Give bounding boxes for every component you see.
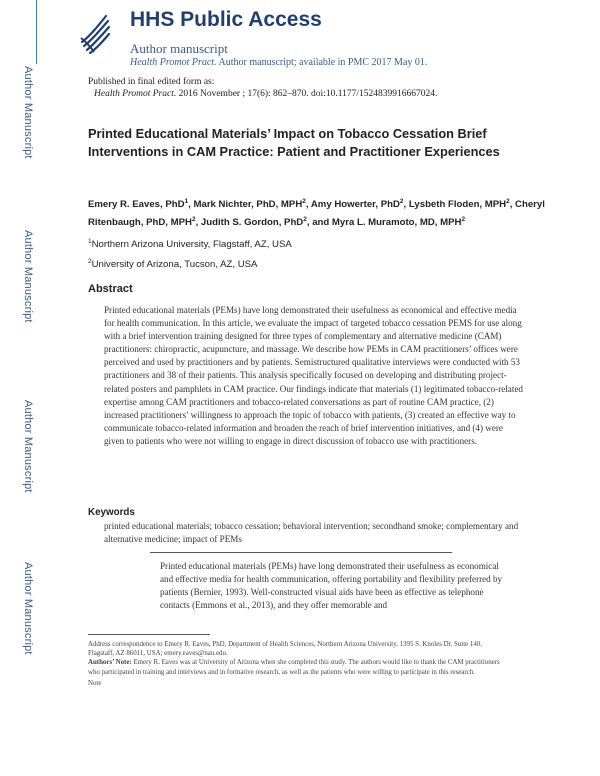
section-divider [150, 552, 452, 553]
affiliation: $^1$Northern Arizona University, Flagstaff, AZ, USA [88, 238, 292, 251]
article-title: Printed Educational Materials’ Impact on Tobacco Cessation Brief Interventions in CAM Practice: Patient and Practitioner Experiences [88, 126, 500, 159]
abstract-text: Printed educational materials (PEMs) have long demonstrated their usefulness as economical and effective media for health communication. In this article, we evaluate the impact of targeted tobacco cessation PEMS for use along with a brief intervention training designed for three types of complementary and alternative medicine (CAM) practitioners: chiropractic, acupuncture, and massage. We describe how PEMs in CAM practitioners’ offices were perceived and used by practitioners and by patients. Semistructured qualitative interviews were conducted with 53 practitioners and 38 of their patients. This analysis specifically focused on developing and distributing project-related posters and pamphlets in CAM practice. Our findings indicate that materials (1) legitimated tobacco-related expertise among CAM practitioners and tobacco-related conversations as part of routine CAM practice, (2) increased practitioners’ willingness to approach the topic of tobacco with patients, (3) created an effective way to communicate tobacco-related information and broaden the reach of brief intervention initiatives, and (4) were given to patients who were not willing to engage in direct discussion of tobacco use with practitioners. [104, 305, 523, 446]
abstract-heading: Abstract [88, 283, 133, 295]
author: Mark Nichter, PhD, MPH$^2$ [193, 198, 306, 211]
author-manuscript-side-label: Author Manuscript [22, 230, 34, 323]
body-paragraph: Printed educational materials (PEMs) have long demonstrated their usefulness as economical and effective media for health communication, offering portability and flexibility preferred by patients (Bernier, 1993). Well-constructed visual aids have been as effective as telephone contacts (Emmons et al., 2013), and they offer memorable and [160, 561, 503, 611]
publication-info [88, 76, 437, 100]
header-citation-availability: Author manuscript; available in PMC 2017 May 01. [218, 57, 428, 68]
author-manuscript-side-label: Author Manuscript [22, 562, 34, 655]
author-list: Emery R. Eaves, PhD$^1$, Mark Nichter, PhD, MPH$^2$, Amy Howerter, PhD$^2$, Lysbeth Floden, MPH$^2$, Cheryl Ritenbaugh, PhD, MPH$^2$, Judith S. Gordon, PhD$^2$, and Myra L. Muramoto, MD, MPH$^2$ [88, 198, 545, 229]
publication-journal: Health Promot Pract. [94, 89, 177, 99]
header-citation [130, 57, 427, 68]
hhs-eagle-logo-icon [78, 12, 112, 56]
author: Cheryl Ritenbaugh, PhD, MPH$^2$ [88, 199, 545, 229]
publication-details: 2016 November ; 17(6): 862–870. doi:10.1177/1524839916667024. [178, 89, 438, 99]
keywords-text: printed educational materials; tobacco cessation; behavioral intervention; secondhand smoke; complementary and alternative medicine; impact of PEMs [104, 521, 519, 544]
header-citation-journal: Health Promot Pract. [130, 57, 217, 68]
footnote-divider [88, 634, 210, 635]
author-manuscript-side-label: Author Manuscript [22, 400, 34, 493]
hhs-public-access-title: HHS Public Access [130, 8, 322, 31]
author: Amy Howerter, PhD$^2$ [310, 198, 404, 211]
author: Myra L. Muramoto, MD, MPH$^2$ [331, 216, 466, 229]
authors-note: Authors’ Note: Emery R. Eaves was at University of Arizona when she completed this study. The authors would like to thank the CAM practitioners who participated in training and interviews and in formative research, as well as the patients who were willing to participate in this research. [88, 659, 500, 676]
author: Lysbeth Floden, MPH$^2$ [408, 198, 510, 211]
author: Judith S. Gordon, PhD$^2$ [200, 216, 307, 229]
keywords-heading: Keywords [88, 507, 135, 518]
footnotes [88, 640, 508, 688]
author-manuscript-side-label: Author Manuscript [22, 66, 34, 159]
author-manuscript-subtitle: Author manuscript [130, 41, 228, 56]
publication-label: Published in final edited form as: [88, 77, 215, 87]
header-vertical-rule [36, 0, 37, 64]
note-label: Note [88, 679, 102, 687]
author: Emery R. Eaves, PhD$^1$ [88, 198, 189, 211]
affiliation: $^2$University of Arizona, Tucson, AZ, USA [88, 258, 258, 271]
correspondence-address: Address correspondence to Emery R. Eaves, PhD, Department of Health Sciences, Northern Arizona University, 1395 S. Knoles Dr. Suite 140, Flagstaff, AZ 86011, USA; emery.eaves@nau.edu. [88, 641, 482, 658]
